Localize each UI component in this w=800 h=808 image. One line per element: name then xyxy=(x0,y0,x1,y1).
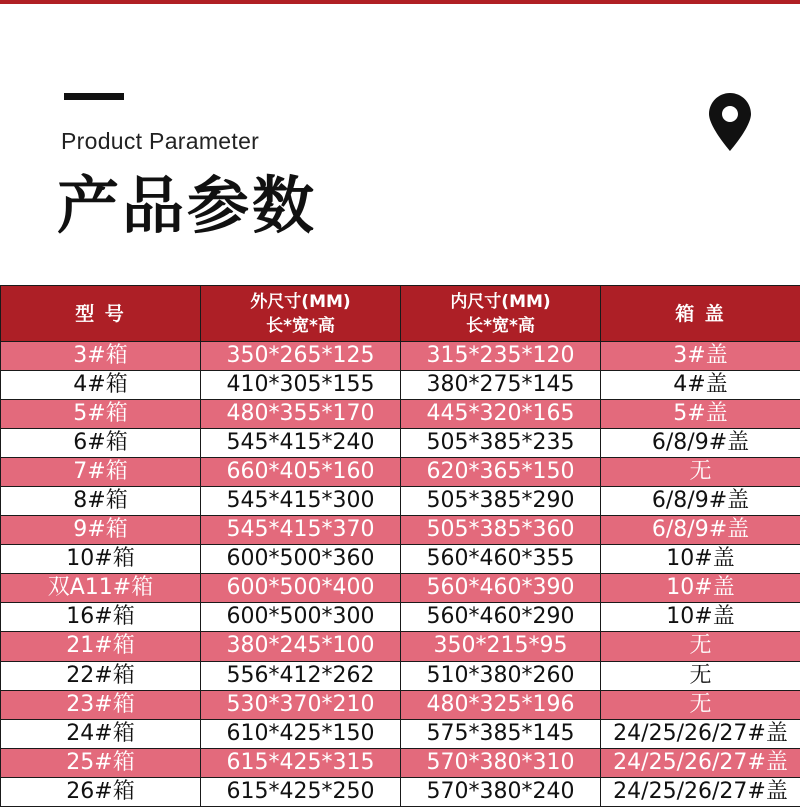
cell-inner-size: 620*365*150 xyxy=(401,458,601,487)
cell-inner-size: 575*385*145 xyxy=(401,719,601,748)
cell-lid: 4#盖 xyxy=(601,371,800,400)
cell-outer-size: 545*415*370 xyxy=(201,516,401,545)
cell-model: 23#箱 xyxy=(1,690,201,719)
cell-lid: 24/25/26/27#盖 xyxy=(601,719,800,748)
cell-inner-size: 380*275*145 xyxy=(401,371,601,400)
cell-model: 6#箱 xyxy=(1,429,201,458)
column-header-outer-size xyxy=(201,286,401,342)
cell-inner-size: 350*215*95 xyxy=(401,632,601,661)
cell-model: 16#箱 xyxy=(1,603,201,632)
cell-inner-size: 315*235*120 xyxy=(401,342,601,371)
table-row xyxy=(1,748,800,777)
cell-lid: 24/25/26/27#盖 xyxy=(601,777,800,806)
cell-outer-size: 480*355*170 xyxy=(201,400,401,429)
cell-inner-size: 560*460*290 xyxy=(401,603,601,632)
cell-inner-size: 560*460*355 xyxy=(401,545,601,574)
cell-outer-size: 615*425*250 xyxy=(201,777,401,806)
cell-model: 22#箱 xyxy=(1,661,201,690)
cell-inner-size: 510*380*260 xyxy=(401,661,601,690)
cell-lid: 10#盖 xyxy=(601,574,800,603)
cell-model: 25#箱 xyxy=(1,748,201,777)
column-header-label: 外尺寸(MM) xyxy=(250,291,351,312)
cell-inner-size: 570*380*240 xyxy=(401,777,601,806)
cell-outer-size: 350*265*125 xyxy=(201,342,401,371)
table-row xyxy=(1,458,800,487)
table-row xyxy=(1,487,800,516)
cell-lid: 6/8/9#盖 xyxy=(601,487,800,516)
cell-lid: 10#盖 xyxy=(601,545,800,574)
column-header-label: 型 号 xyxy=(75,302,126,325)
top-accent-rule xyxy=(0,0,800,4)
cell-model: 10#箱 xyxy=(1,545,201,574)
cell-outer-size: 600*500*360 xyxy=(201,545,401,574)
table-row xyxy=(1,516,800,545)
cell-lid: 无 xyxy=(601,632,800,661)
column-header-model xyxy=(1,286,201,342)
cell-inner-size: 445*320*165 xyxy=(401,400,601,429)
table-row xyxy=(1,690,800,719)
section-subtitle: Product Parameter xyxy=(61,128,260,154)
cell-model: 双A11#箱 xyxy=(1,574,201,603)
table-row xyxy=(1,400,800,429)
cell-lid: 无 xyxy=(601,458,800,487)
cell-lid: 6/8/9#盖 xyxy=(601,429,800,458)
cell-model: 26#箱 xyxy=(1,777,201,806)
cell-outer-size: 530*370*210 xyxy=(201,690,401,719)
cell-outer-size: 600*500*300 xyxy=(201,603,401,632)
table-row xyxy=(1,632,800,661)
cell-inner-size: 505*385*235 xyxy=(401,429,601,458)
cell-lid: 6/8/9#盖 xyxy=(601,516,800,545)
cell-model: 4#箱 xyxy=(1,371,201,400)
cell-model: 3#箱 xyxy=(1,342,201,371)
cell-model: 9#箱 xyxy=(1,516,201,545)
column-header-sublabel: 长*宽*高 xyxy=(466,315,535,336)
cell-lid: 无 xyxy=(601,690,800,719)
location-pin-icon xyxy=(709,93,751,151)
cell-model: 21#箱 xyxy=(1,632,201,661)
cell-inner-size: 505*385*360 xyxy=(401,516,601,545)
cell-outer-size: 600*500*400 xyxy=(201,574,401,603)
cell-outer-size: 556*412*262 xyxy=(201,661,401,690)
column-header-label: 箱 盖 xyxy=(675,302,726,325)
page-title: 产品参数 xyxy=(57,169,318,242)
table-row xyxy=(1,342,800,371)
table-row xyxy=(1,545,800,574)
decorative-dash xyxy=(64,93,124,100)
column-header-sublabel: 长*宽*高 xyxy=(266,315,335,336)
column-header-label: 内尺寸(MM) xyxy=(450,291,551,312)
cell-outer-size: 380*245*100 xyxy=(201,632,401,661)
cell-model: 5#箱 xyxy=(1,400,201,429)
cell-outer-size: 545*415*240 xyxy=(201,429,401,458)
cell-lid: 24/25/26/27#盖 xyxy=(601,748,800,777)
cell-inner-size: 480*325*196 xyxy=(401,690,601,719)
table-body xyxy=(1,342,800,807)
cell-outer-size: 660*405*160 xyxy=(201,458,401,487)
cell-outer-size: 410*305*155 xyxy=(201,371,401,400)
cell-lid: 5#盖 xyxy=(601,400,800,429)
cell-inner-size: 505*385*290 xyxy=(401,487,601,516)
table-row xyxy=(1,777,800,806)
table-row xyxy=(1,719,800,748)
cell-inner-size: 560*460*390 xyxy=(401,574,601,603)
table-row xyxy=(1,603,800,632)
cell-outer-size: 545*415*300 xyxy=(201,487,401,516)
product-parameter-table xyxy=(0,285,800,807)
table-header-row xyxy=(1,286,800,342)
cell-lid: 3#盖 xyxy=(601,342,800,371)
table-row xyxy=(1,429,800,458)
cell-inner-size: 570*380*310 xyxy=(401,748,601,777)
column-header-inner-size xyxy=(401,286,601,342)
cell-outer-size: 615*425*315 xyxy=(201,748,401,777)
cell-lid: 10#盖 xyxy=(601,603,800,632)
cell-lid: 无 xyxy=(601,661,800,690)
column-header-lid xyxy=(601,286,800,342)
table-row xyxy=(1,371,800,400)
table-row xyxy=(1,574,800,603)
cell-outer-size: 610*425*150 xyxy=(201,719,401,748)
cell-model: 7#箱 xyxy=(1,458,201,487)
cell-model: 8#箱 xyxy=(1,487,201,516)
cell-model: 24#箱 xyxy=(1,719,201,748)
table-row xyxy=(1,661,800,690)
